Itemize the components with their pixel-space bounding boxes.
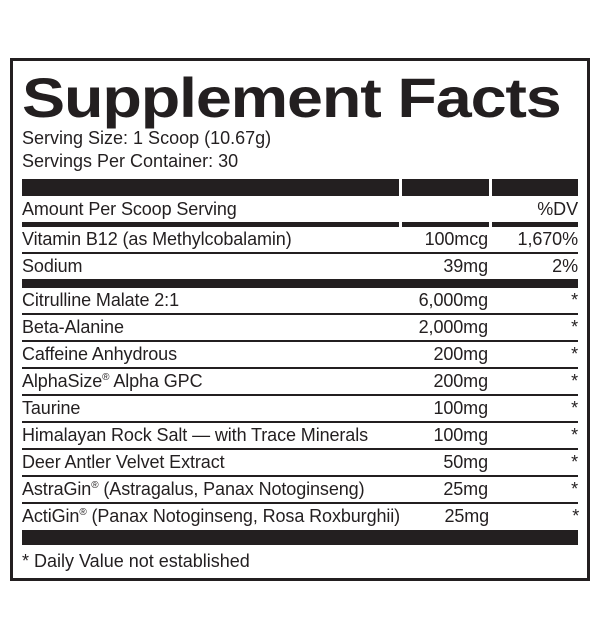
table-row-beta-alanine [22, 315, 578, 340]
amount-per-serving-label: Amount Per Scoop Serving [22, 198, 237, 219]
ingredient-dv: * [571, 344, 578, 364]
column-header-row [22, 196, 578, 222]
daily-value-footnote: * Daily Value not established [22, 551, 250, 571]
ingredient-name: Sodium [22, 256, 83, 276]
table-row-sodium [22, 254, 578, 279]
table-row-himalayan-rock-salt [22, 423, 578, 448]
ingredient-name: Beta-Alanine [22, 317, 124, 337]
ingredient-amount: 100mg [433, 425, 488, 445]
ingredient-dv: * [571, 290, 578, 310]
table-row-deer-antler-velvet [22, 450, 578, 475]
dv-column-header: %DV [537, 198, 578, 219]
ingredient-dv: * [572, 506, 580, 526]
ingredient-dv: * [571, 425, 578, 445]
bar-segment [22, 222, 399, 227]
serving-info [22, 127, 578, 173]
ingredient-dv: * [571, 371, 578, 391]
ingredient-name: ActiGin® (Panax Notoginseng, Rosa Roxburghii) [22, 506, 401, 526]
ingredient-dv: * [571, 452, 578, 472]
ingredient-amount: 100mg [433, 398, 488, 418]
ingredient-amount: 39mg [443, 256, 488, 276]
bar-segment [402, 222, 489, 227]
table-row-alphasize-alpha-gpc [22, 369, 578, 394]
ingredient-name: Vitamin B12 (as Methylcobalamin) [22, 229, 292, 249]
bar-segment [22, 179, 399, 196]
section-bar-top [22, 179, 578, 196]
section-bar-bottom [22, 530, 578, 545]
ingredient-amount: 25mg [444, 506, 490, 526]
serving-size-text: Serving Size: 1 Scoop (10.67g) [22, 128, 272, 148]
ingredient-name: AlphaSize® Alpha GPC [22, 371, 203, 391]
table-row-vitamin-b12 [22, 227, 578, 252]
ingredient-name: AstraGin® (Astragalus, Panax Notoginseng) [22, 479, 365, 499]
ingredient-dv: * [571, 479, 578, 499]
ingredient-name: Caffeine Anhydrous [22, 344, 177, 364]
panel-title: Supplement Facts [22, 66, 561, 129]
servings-per-container-text: Servings Per Container: 30 [22, 151, 239, 171]
bar-segment [402, 179, 489, 196]
table-row-taurine [22, 396, 578, 421]
bar-segment [492, 222, 578, 227]
table-row-actigin [22, 504, 578, 529]
ingredient-amount: 200mg [433, 344, 488, 364]
ingredient-dv: 1,670% [517, 229, 578, 249]
ingredient-amount: 25mg [443, 479, 488, 499]
header-divider [22, 222, 578, 227]
ingredient-name: Taurine [22, 398, 81, 418]
ingredient-amount: 200mg [433, 371, 488, 391]
table-row-caffeine-anhydrous [22, 342, 578, 367]
ingredient-name: Himalayan Rock Salt — with Trace Minerals [22, 425, 369, 445]
section-bar-middle [22, 279, 578, 288]
ingredient-name: Citrulline Malate 2:1 [22, 290, 179, 310]
ingredient-amount: 2,000mg [418, 317, 488, 337]
ingredient-dv: * [571, 317, 578, 337]
ingredient-amount: 50mg [443, 452, 488, 472]
ingredient-amount: 6,000mg [418, 290, 488, 310]
supplement-facts-panel [10, 58, 590, 581]
table-row-astragin [22, 477, 578, 502]
bar-segment [492, 179, 578, 196]
ingredient-amount: 100mcg [424, 229, 488, 249]
ingredient-name: Deer Antler Velvet Extract [22, 452, 225, 472]
ingredient-dv: * [571, 398, 578, 418]
ingredient-dv: 2% [552, 256, 578, 276]
table-row-citrulline-malate [22, 288, 578, 313]
